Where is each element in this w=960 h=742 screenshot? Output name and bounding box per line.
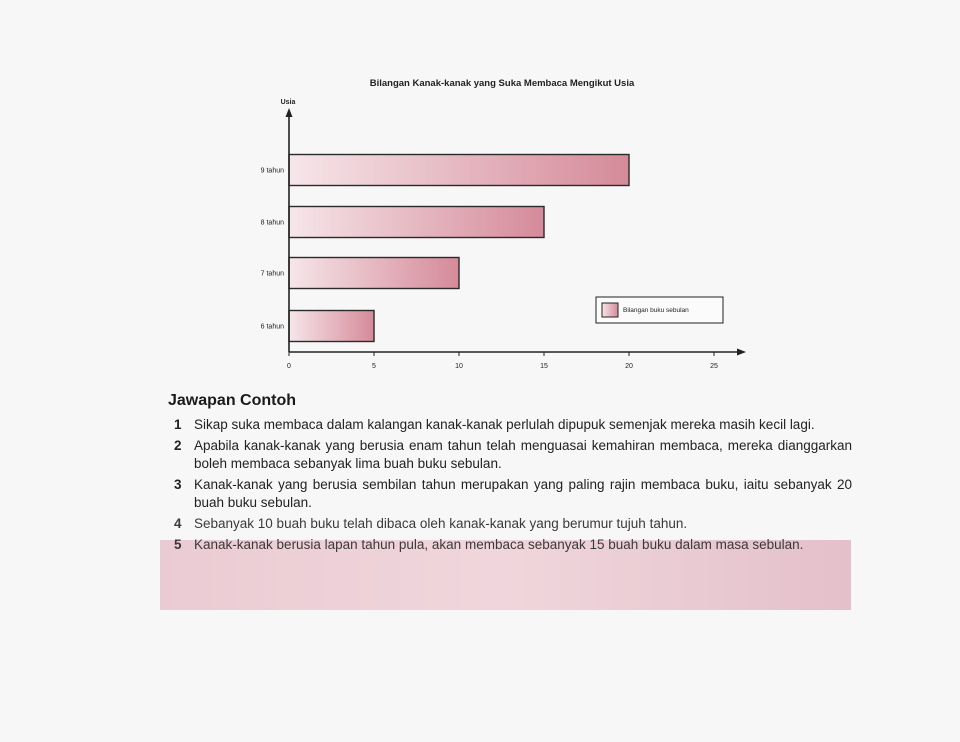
answer-item-1 xyxy=(168,416,852,434)
answers-section xyxy=(168,392,852,557)
answer-number: 1 xyxy=(174,417,182,432)
legend-label: Bilangan buku sebulan xyxy=(623,307,689,314)
y-axis-label: Usia xyxy=(280,99,296,106)
y-tick-label: 6 tahun xyxy=(260,323,284,331)
legend xyxy=(596,297,723,323)
answer-text: Kanak-kanak yang berusia sembilan tahun merupakan yang paling rajin membaca buku, iaitu sebanyak 20 buah buku sebulan. xyxy=(194,477,852,510)
bar-9-tahun xyxy=(289,155,629,186)
bars-group xyxy=(289,155,629,342)
x-tick-label: 0 xyxy=(287,363,291,370)
y-tick-label: 7 tahun xyxy=(260,270,284,278)
chart-title: Bilangan Kanak-kanak yang Suka Membaca Mengikut Usia xyxy=(369,78,635,89)
x-tick-label: 25 xyxy=(710,363,718,370)
x-axis-arrow xyxy=(737,349,746,356)
y-tick-label: 9 tahun xyxy=(260,167,284,175)
answer-number: 5 xyxy=(174,537,182,552)
legend-swatch xyxy=(602,303,618,317)
answer-number: 4 xyxy=(174,516,182,531)
x-tick-label: 20 xyxy=(625,363,633,370)
bar-8-tahun xyxy=(289,207,544,238)
y-axis-arrow xyxy=(286,108,293,117)
answer-item-3 xyxy=(168,476,852,512)
answer-list xyxy=(168,416,852,554)
answer-text: Sikap suka membaca dalam kalangan kanak-kanak perlulah dipupuk semenjak mereka masih kecil lagi. xyxy=(194,417,815,432)
x-tick-label: 15 xyxy=(540,363,548,370)
y-tick-labels xyxy=(261,168,284,331)
answer-number: 3 xyxy=(174,477,182,492)
answer-text: Kanak-kanak berusia lapan tahun pula, akan membaca sebanyak 15 buah buku dalam masa sebulan. xyxy=(194,537,804,552)
answer-text: Apabila kanak-kanak yang berusia enam tahun telah menguasai kemahiran membaca, mereka dianggarkan boleh membaca sebanyak lima buah buku sebulan. xyxy=(194,438,852,471)
answers-heading: Jawapan Contoh xyxy=(168,392,297,409)
answer-item-2 xyxy=(168,437,852,473)
answer-item-5 xyxy=(168,536,852,554)
bar-7-tahun xyxy=(289,258,459,289)
bar-6-tahun xyxy=(289,311,374,342)
answer-item-4 xyxy=(168,515,852,533)
y-tick-label: 8 tahun xyxy=(260,219,284,227)
x-tick-label: 5 xyxy=(372,363,376,370)
answer-number: 2 xyxy=(174,438,182,453)
x-tick-labels xyxy=(287,352,718,370)
x-tick-label: 10 xyxy=(455,363,463,370)
answer-text: Sebanyak 10 buah buku telah dibaca oleh kanak-kanak yang berumur tujuh tahun. xyxy=(194,516,688,531)
